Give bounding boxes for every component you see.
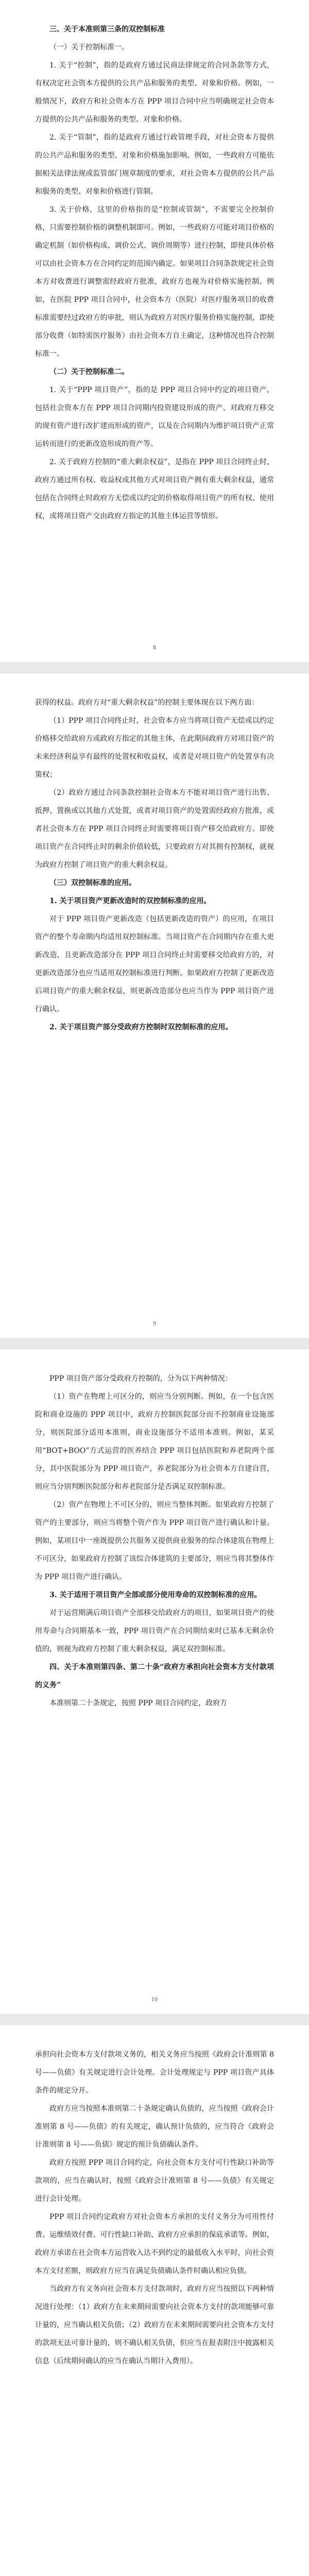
- paragraph: 1. 关于“PPP 项目资产”，指的是 PPP 项目合同中约定的项目资产，包括社会资本方在 PPP 项目合同期内投资建设形成的资产、对政府方移交的现有资产进行改扩建而形成的资产，以及在合同期内为维护项目资产正常运转而进行的更新改造形成的资产等。: [35, 386, 274, 448]
- paragraph: （1）PPP 项目合同终止时，社会资本方应当将项目资产无偿或以约定价格移交给政府方或政府方指定的其他主体，在此期间政府方对项目资产的未来经济利益享有最终的处置权和收益权，或者是对项目资产的处置享有决策权；: [35, 717, 274, 779]
- paragraph: 获得的权益。政府方对“重大剩余权益”的控制主要体现在以下两方面：: [35, 699, 259, 707]
- page-body: [35, 1370, 274, 1713]
- paragraph: （2）资产在物理上不可区分的，则应当整体判断。如果政府方控制了资产的主要部分，则应当将整个资产作为 PPP 项目资产进行确认和计量。例如，某项目中一座既提供公共服务又提供商业服务的综合体建筑在物理上不可区分，如果政府方控制了该综合体建筑的主要部分，则应当将其整体作为 PPP 项目资产进行确认。: [35, 1501, 274, 1581]
- page-body: [35, 21, 274, 526]
- document-page: [0, 2025, 309, 2576]
- paragraph: 对于 PPP 项目资产更新改造（包括更新改造的资产）的应用，在项目资产的整个寿命期内均适用双控制标准。当项目资产在合同期内存在重大更新改造，且更新改造部分在 PPP 项目合同终止时需要移交给政府方的，对更新改造部分也应当适用双控制标准进行判断。如果政府方控制了更新改造后项目资产的重大剩余权益，则更新改造部分也应当作为 PPP 项目资产进行确认。: [35, 915, 274, 1013]
- paragraph: 对于运营期满后项目资产全部移交给政府方的项目，如果项目资产的使用寿命与合同期基本一致，PPP 项目资产在合同期结束时已基本无剩余价值的，则视为政府方控制了重大剩余权益，满足双控制标准。: [35, 1609, 274, 1653]
- paragraph: 3. 关于价格，这里的价格指的是“控制或管制”，不需要完全控制价格，只需要控制价格的调整机制即可。例如，一些政府方可能对项目价格的确定机制（如价格构成、调价公式、调价周期等）进行控制，即使具体价格可以由社会资本方在合同约定的范围内确定。如果项目合同条款规定社会资本方对收费进行调整需经政府方批准，政府方也视为对价格实施控制。例如，在医院 PPP 项目合同中，社会资本方（医院）对医疗服务项目的收费标准需要经过政府方的审批，则认为政府方对医疗服务价格实施控制，即使部分收费（如特需医疗服务）由社会资本方自主确定，这种情况也符合控制标准一。: [35, 206, 274, 358]
- paragraph: （一）关于控制标准一。: [49, 43, 129, 52]
- paragraph: 本准则第二十条规定，按照 PPP 项目合同约定，政府方: [49, 1699, 228, 1707]
- document-page: [0, 673, 309, 1338]
- page-number: 10: [151, 1997, 158, 2003]
- document-page: [0, 0, 309, 662]
- paragraph: 承担向社会资本方支付款项义务的，相关义务应当按照《政府会计准则第 8 号——负债》有关规定进行会计处理。会计处理规定与 PPP 项目资产具体条件的规定分开。: [35, 2050, 274, 2095]
- paragraph: PPP 项目资产部分受政府方控制的，分为以下两种情况：: [49, 1375, 232, 1383]
- section-heading: （三）双控制标准的应用。: [49, 879, 136, 887]
- page-body: [35, 2046, 274, 2370]
- paragraph: 政府方按照 PPP 项目合同约定，向社会资本方支付可行性缺口补助等款项的，应当在确认时，按照《政府会计准则第 8 号——负债》有关规定进行会计处理。: [35, 2159, 274, 2203]
- section-heading: 四、关于本准则第四条、第二十条“政府方承担向社会资本方支付款项的义务”: [35, 1663, 274, 1689]
- paragraph: 当政府方有义务向社会资本方支付款项时，政府方应当按照以下两种情况进行处理：（1）政府方在未来期间需要向社会资本方支付的款项能够可靠计量的，应当确认相关负债；（2）政府方在未来期间需要向社会资本方支付的款项无法可靠计量的，则不确认相关负债，但应当在报表附注中披露相关信息（后续期间确认的应当在确认当期计入费用）。: [35, 2285, 274, 2365]
- paragraph: （1）资产在物理上可区分的，则应当分别判断。例如，在一个包含医院和商业设施的 PPP 项目中，政府方控制医院部分而不控制商业设施部分，则医院部分适用本准则，商业设施部分不适用本准则。例如，某采用“BOT+BOO”方式运营的医养结合 PPP 项目包括医院和养老院两个部分，其中医院部分为 PPP 项目资产，养老院部分为社会资本方自建自营，则应当分别判断医院部分和养老院部分是否满足双控制标准。: [35, 1393, 274, 1491]
- section-heading: 2. 关于项目资产部分受政府方控制时双控制标准的应用。: [49, 1023, 233, 1031]
- paragraph: 政府方应当按照本准则第二十条规定确认负债的，应当按照《政府会计准则第 8 号——负债》的有关规定，确认预计负债的，应当符合《政府会计准则第 8 号——负债》规定的预计负债确认条件。: [35, 2105, 274, 2149]
- page-number: 9: [152, 1321, 157, 1327]
- section-heading: 1. 关于项目资产更新改造时的双控制标准的应用。: [49, 897, 211, 905]
- section-heading: （二）关于控制标准二。: [49, 368, 129, 376]
- paragraph: 2. 关于“管制”，指的是政府方通过行政管理手段，对社会资本方提供的公共产品和服务的类型、对象和价格施加影响。例如，一些政府方可能依据相关法律法规或监管部门规章制度的要求，对社会资本方提供的公共产品和服务的类型、对象和价格进行管制。: [35, 133, 274, 196]
- paragraph: PPP 项目合同约定政府方对社会资本方承担的支付义务分为可用性付费、运维绩效付费、可行性缺口补助、政府方应承担的保底承诺等。例如，政府方承诺在社会资本方运营收入达不到约定的最低收入水平时，向社会资本方支付差额，则政府方应当在满足负债确认条件时确认相应负债。: [35, 2213, 274, 2275]
- page-body: [35, 694, 274, 1037]
- paragraph: （2）政府方通过合同条款控制社会资本方不能对项目资产进行出售、抵押、置换或以其他方式处置，或者对项目资产的处置需经政府方批准，或者社会资本方在 PPP 项目合同终止时需要将项目资产移交给政府方。即使项目资产在合同终止时的剩余价值较低，只要政府方对其拥有控制权，就视为政府方控制了项目资产的重大剩余权益。: [35, 789, 274, 869]
- section-heading: 3. 关于适用于项目资产全部或部分使用寿命的双控制标准的应用。: [49, 1591, 262, 1599]
- page-number: 8: [152, 645, 157, 651]
- paragraph: 2. 关于政府方控制的“重大剩余权益”，是指在 PPP 项目合同终止时，政府方通过所有权、收益权或其他方式对项目资产拥有重大剩余权益，通常包括在合同终止时政府方无偿或以约定的价格取得项目资产的所有权、使用权，或将项目资产交由政府方指定的其他主体运营等情形。: [35, 458, 274, 520]
- paragraph: 1. 关于“控制”，指的是政府方通过民商法律规定的合同条款等方式，有权决定社会资本方提供的公共产品和服务的类型、对象和价格。例如，一般情况下，政府方和社会资本方在 PPP 项目合同中应当明确规定社会资本方提供的公共产品和服务的类型、对象和价格。: [35, 61, 274, 124]
- section-heading: 三、关于本准则第三条的双控制标准: [49, 25, 165, 33]
- document-page: [0, 1349, 309, 2014]
